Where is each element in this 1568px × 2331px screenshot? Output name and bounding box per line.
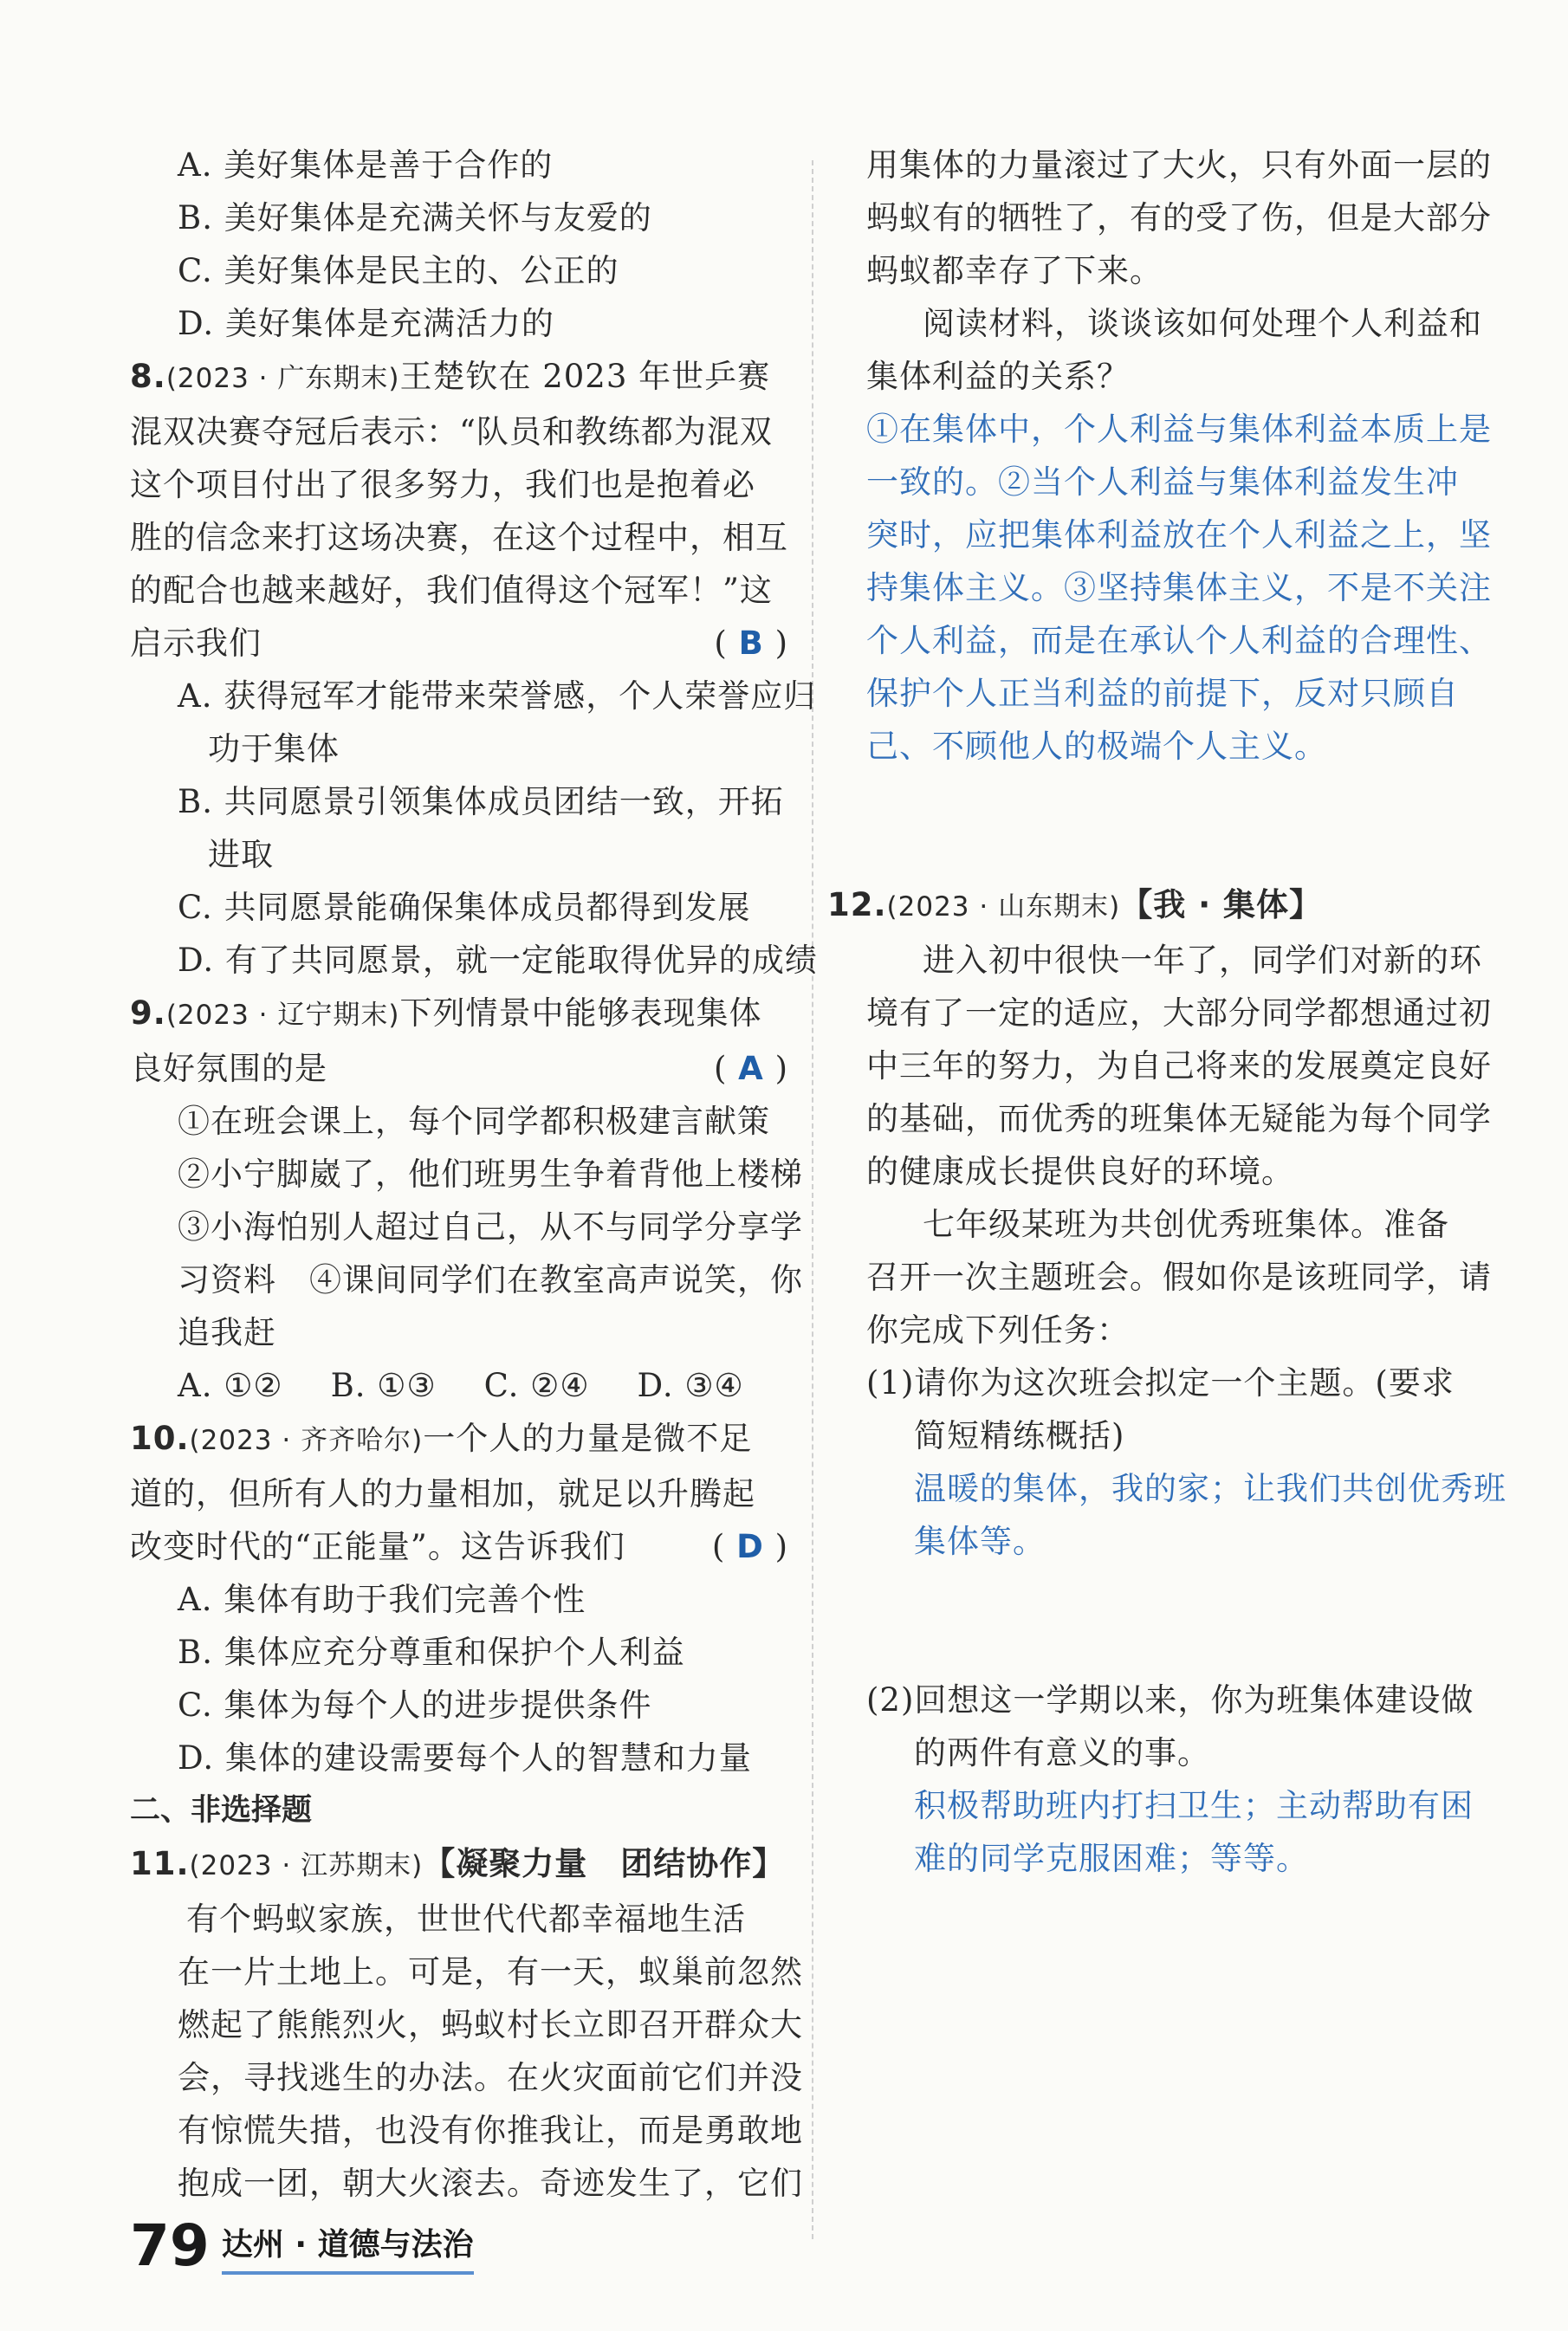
q8-stem-line: 混双决赛夺冠后表示：“队员和教练都为混双: [130, 413, 773, 450]
q7-option-d: D. 美好集体是充满活力的: [178, 305, 554, 342]
q12-sub1-cont: 简短精练概括): [914, 1417, 1125, 1454]
q11-story-line: 会，寻找逃生的办法。在火灾面前它们并没: [178, 2059, 803, 2096]
q8-option-d: D. 有了共同愿景，就一定能取得优异的成绩: [178, 942, 818, 979]
q8-answer-bracket: ( B ): [714, 625, 788, 662]
q11-story-line: 用集体的力量滚过了大火，只有外面一层的: [866, 146, 1492, 184]
q8-number: 8.: [130, 358, 166, 395]
q12-answer2-line: 难的同学克服困难；等等。: [914, 1840, 1309, 1877]
q8-option-c: C. 共同愿景能确保集体成员都得到发展: [178, 889, 751, 926]
q9-item: 习资料 ④课间同学们在教室高声说笑，你: [178, 1261, 803, 1298]
book-title: 达州 · 道德与法治: [222, 2220, 474, 2275]
q12-answer1-line: 集体等。: [914, 1523, 1046, 1560]
q12-story-line: 中三年的努力，为自己将来的发展奠定良好: [866, 1047, 1492, 1085]
q11-answer-line: ①在集体中，个人利益与集体利益本质上是: [866, 411, 1492, 448]
q8-option-a-cont: 功于集体: [208, 730, 340, 767]
column-divider: [812, 160, 813, 2239]
q9-choice-b: B. ①③: [330, 1367, 437, 1404]
q11-answer-line: 保护个人正当利益的前提下，反对只顾自: [866, 675, 1459, 712]
q10-source: (2023 · 齐齐哈尔): [189, 1425, 424, 1456]
q12-body: [866, 934, 1506, 1885]
q12-story-line: 的健康成长提供良好的环境。: [866, 1153, 1294, 1190]
q9-choice-d: D. ③④: [637, 1367, 744, 1404]
q12-sub2-cont: 的两件有意义的事。: [914, 1734, 1210, 1771]
q7-option-a: A. 美好集体是善于合作的: [178, 146, 554, 184]
q11-story-line: 在一片土地上。可是，有一天，蚁巢前忽然: [178, 1953, 803, 1991]
page-number: 79: [130, 2212, 210, 2279]
right-column: [827, 139, 1506, 1885]
q12-source: (2023 · 山东期末): [886, 891, 1121, 923]
q10-option-b: B. 集体应充分尊重和保护个人利益: [178, 1634, 685, 1671]
q10-stem-line: 道的，但所有人的力量相加，就足以升腾起: [130, 1475, 755, 1512]
q7-option-c: C. 美好集体是民主的、公正的: [178, 252, 619, 289]
q11-task-line: 集体利益的关系？: [866, 358, 1130, 395]
q10-stem-last: 改变时代的“正能量”。这告诉我们: [130, 1528, 625, 1565]
section-heading: 二、非选择题: [130, 1793, 313, 1828]
q11-story-line: 有惊慌失措，也没有你推我让，而是勇敢地: [178, 2112, 803, 2149]
q8-option-a: A. 获得冠军才能带来荣誉感，个人荣誉应归: [178, 677, 817, 715]
q9-number: 9.: [130, 994, 166, 1032]
q9-item: 追我赶: [178, 1314, 276, 1351]
q8-stem-line: 的配合也越来越好，我们值得这个冠军！”这: [130, 572, 773, 609]
q9-source: (2023 · 辽宁期末): [165, 1000, 400, 1031]
q8-stem-line: 胜的信念来打这场决赛，在这个过程中，相互: [130, 519, 788, 556]
left-column: [130, 139, 818, 2210]
q9-choices: [130, 1359, 788, 1412]
q12-story-line: 的基础，而优秀的班集体无疑能为每个同学: [866, 1100, 1492, 1137]
q9-item: ③小海怕别人超过自己，从不与同学分享学: [178, 1208, 803, 1246]
page-footer: [130, 2212, 474, 2279]
q11-number: 11.: [130, 1845, 190, 1882]
q10-option-d: D. 集体的建设需要每个人的智慧和力量: [178, 1739, 752, 1777]
q9-answer-bracket: ( A ): [713, 1050, 788, 1087]
q9-item: ②小宁脚崴了，他们班男生争着背他上楼梯: [178, 1156, 803, 1193]
q11-answer-line: 己、不顾他人的极端个人主义。: [866, 728, 1327, 765]
q12-sub1: (1)请你为这次班会拟定一个主题。(要求: [866, 1364, 1455, 1402]
q7-option-b: B. 美好集体是充满关怀与友爱的: [178, 199, 652, 236]
q9-stem-last: 良好氛围的是: [130, 1050, 327, 1087]
q11-answer-line: 突时，应把集体利益放在个人利益之上，坚: [866, 516, 1492, 554]
q10-number: 10.: [130, 1420, 190, 1457]
q8-stem-line: 这个项目付出了很多努力，我们也是抱着必: [130, 466, 755, 503]
q11-answer-line: 持集体主义。③坚持集体主义，不是不关注: [866, 569, 1492, 606]
q11-story-line: 燃起了熊熊烈火，蚂蚁村长立即召开群众大: [178, 2006, 803, 2043]
q9-item: ①在班会课上，每个同学都积极建言献策: [178, 1103, 770, 1140]
q8-source: (2023 · 广东期末): [165, 363, 400, 394]
q11-story-line: 有个蚂蚁家族，世世代代都幸福地生活: [186, 1900, 746, 1938]
q11-answer-line: 个人利益，而是在承认个人利益的合理性、: [866, 622, 1492, 659]
q9-choice-c: C. ②④: [483, 1367, 590, 1404]
question-9: [130, 987, 803, 1412]
q12-tag: 【我 · 集体】: [1120, 886, 1323, 923]
q12-intro-line: 你完成下列任务：: [866, 1311, 1130, 1349]
q8-option-b-cont: 进取: [208, 836, 274, 873]
question-10: [130, 1412, 788, 1784]
q11-story-line: 蚂蚁有的牺牲了，有的受了伤，但是大部分: [866, 199, 1492, 236]
q12-intro-line: 七年级某班为共创优秀班集体。准备: [923, 1206, 1449, 1243]
q11-answer-line: 一致的。②当个人利益与集体利益发生冲: [866, 463, 1459, 501]
q11-continuation: [866, 139, 1492, 403]
q11-source: (2023 · 江苏期末): [189, 1850, 424, 1881]
q10-option-a: A. 集体有助于我们完善个性: [178, 1581, 586, 1618]
q8-stem-last: 启示我们: [130, 625, 262, 662]
q11-task-line: 阅读材料，谈谈该如何处理个人利益和: [923, 305, 1482, 342]
q10-option-c: C. 集体为每个人的进步提供条件: [178, 1687, 652, 1724]
q8-answer: B: [738, 625, 764, 662]
question-11: [130, 1837, 803, 2210]
q12-intro-line: 召开一次主题班会。假如你是该班同学，请: [866, 1259, 1492, 1296]
q10-answer-row: [130, 1520, 788, 1573]
q10-stem-line: 一个人的力量是微不足: [423, 1420, 753, 1457]
q11-story-line: 蚂蚁都幸存了下来。: [866, 252, 1163, 289]
q12-sub2: (2)回想这一学期以来，你为班集体建设做: [866, 1681, 1474, 1719]
question-8: [130, 350, 818, 987]
q10-answer: D: [736, 1528, 764, 1565]
q9-choice-a: A. ①②: [178, 1367, 283, 1404]
q9-answer-row: [130, 1042, 788, 1095]
q12-answer1-line: 温暖的集体，我的家；让我们共创优秀班: [914, 1470, 1506, 1507]
q11-story-line: 抱成一团，朝大火滚去。奇迹发生了，它们: [178, 2165, 803, 2202]
q8-option-b: B. 共同愿景引领集体成员团结一致，开拓: [178, 783, 784, 820]
q11-tag: 【凝聚力量 团结协作】: [423, 1845, 786, 1882]
q10-answer-bracket: ( D ): [711, 1528, 788, 1565]
q8-stem-line: 王楚钦在 2023 年世乒赛: [399, 358, 771, 395]
q12-story-line: 境有了一定的适应，大部分同学都想通过初: [866, 994, 1492, 1032]
q9-answer: A: [738, 1050, 764, 1087]
q12-story-line: 进入初中很快一年了，同学们对新的环: [923, 942, 1482, 979]
q12-number: 12.: [827, 886, 887, 923]
q9-stem-line: 下列情景中能够表现集体: [399, 994, 762, 1032]
q12-answer2-line: 积极帮助班内打扫卫生；主动帮助有困: [914, 1787, 1474, 1824]
q7-options: [130, 139, 788, 350]
q11-answer: [866, 403, 1492, 773]
question-12: [827, 878, 1464, 934]
q8-answer-row: [130, 617, 788, 670]
